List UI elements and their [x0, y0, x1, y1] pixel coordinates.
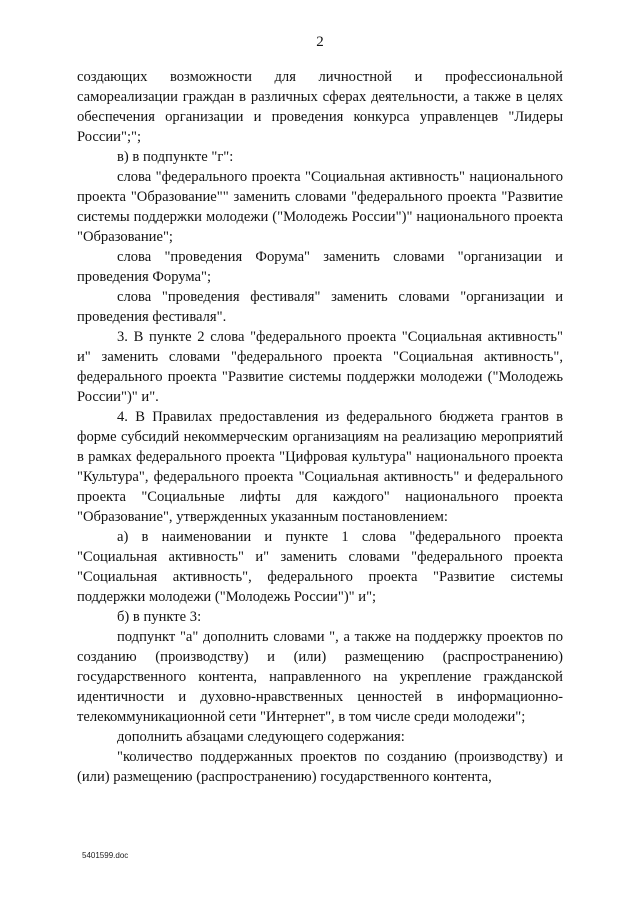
- paragraph: подпункт "а" дополнить словами ", а также на поддержку проектов по созданию (производству) и (или) размещению (распространению) государственного контента, направленного на укрепление гражданской идентичности и духовно-нравственных ценностей в информационно-телекоммуникационной сети "Интернет", в том числе среди молодежи";: [77, 629, 563, 725]
- footer-file-code: 5401599.doc: [82, 851, 129, 860]
- paragraph: а) в наименовании и пункте 1 слова "федерального проекта "Социальная активность" и" заменить словами "федерального проекта "Социальная активность", федерального проекта "Развитие системы поддержки молодежи ("Молодежь России")" и";: [77, 529, 563, 605]
- paragraph: в) в подпункте "г":: [117, 149, 234, 165]
- paragraph: дополнить абзацами следующего содержания:: [117, 729, 405, 745]
- paragraph: слова "проведения фестиваля" заменить словами "организации и проведения фестиваля".: [77, 289, 563, 325]
- paragraph: слова "проведения Форума" заменить словами "организации и проведения Форума";: [77, 249, 563, 285]
- paragraph: б) в пункте 3:: [117, 609, 202, 625]
- paragraph: слова "федерального проекта "Социальная активность" национального проекта "Образование"" заменить словами "федерального проекта "Развитие системы поддержки молодежи ("Молодежь России")" национального проекта "Образование";: [77, 169, 563, 245]
- paragraph: 3. В пункте 2 слова "федерального проекта "Социальная активность" и" заменить словами "федерального проекта "Социальная активность", федерального проекта "Развитие системы поддержки молодежи ("Молодежь России")" и".: [77, 329, 563, 405]
- document-body: [77, 67, 563, 787]
- page-number: 2: [316, 34, 324, 50]
- paragraph: "количество поддержанных проектов по созданию (производству) и (или) размещению (распространению) государственного контента,: [77, 749, 563, 785]
- paragraph: создающих возможности для личностной и профессиональной самореализации граждан в различных сферах деятельности, а также в целях обеспечения организации и проведения конкурса управленцев "Лидеры России";";: [77, 69, 563, 145]
- paragraph: 4. В Правилах предоставления из федерального бюджета грантов в форме субсидий некоммерческим организациям на реализацию мероприятий в рамках федерального проекта "Цифровая культура" национального проекта "Культура", федерального проекта "Социальная активность" и федерального проекта "Социальные лифты для каждого" национального проекта "Образование", утвержденных указанным постановлением:: [77, 409, 563, 525]
